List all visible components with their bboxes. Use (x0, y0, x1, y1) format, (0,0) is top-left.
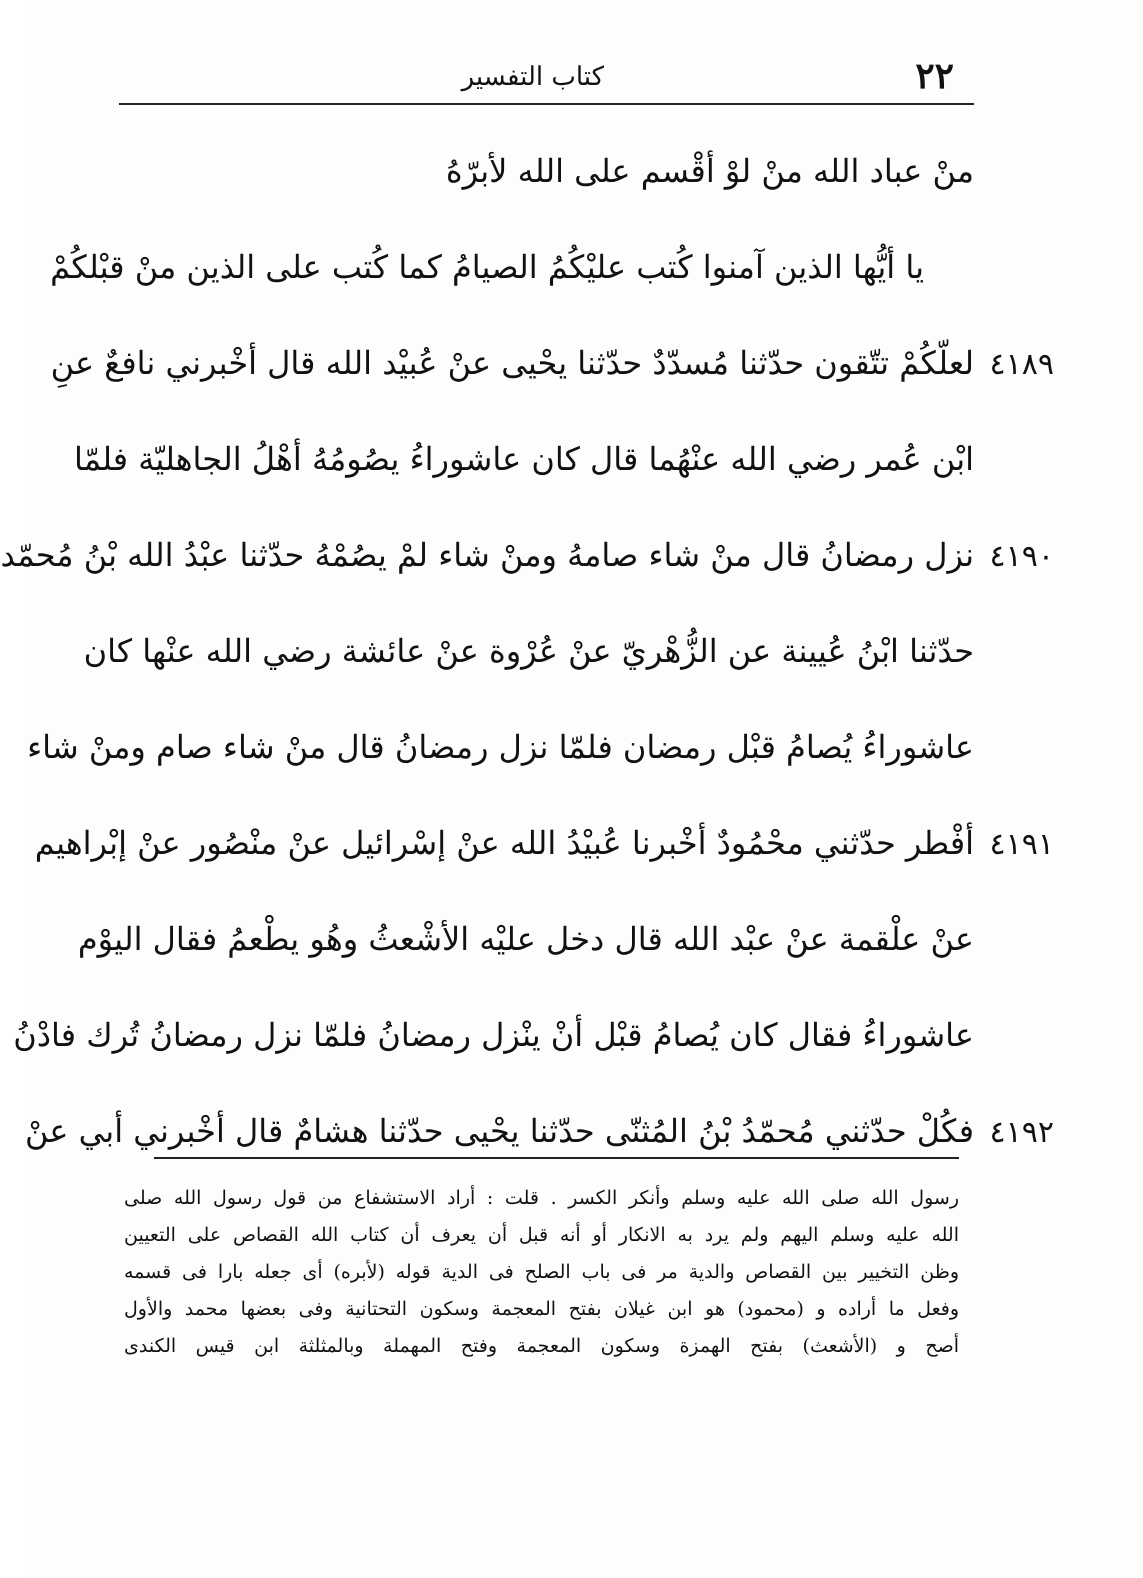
text-line (83, 605, 974, 701)
main-text (0, 125, 1054, 1181)
header-divider (119, 103, 974, 105)
footnote-line: الله عليه وسلم اليهم ولم يرد به الانكار أو أنه قبل أن يعرف أن كتاب الله القصاص على التعيين (124, 1224, 959, 1246)
text-line (27, 701, 974, 797)
text-line (34, 797, 1054, 893)
running-title: كتاب التفسير (461, 62, 604, 92)
footnotes (124, 1180, 959, 1365)
text-line (119, 125, 974, 221)
text-line (13, 989, 974, 1085)
footnote-line: وفعل ما أراده و (محمود) هو ابن غيلان بفتح المعجمة وسكون التحتانية وفى بعضها محمد والأول (124, 1298, 959, 1320)
hadith-number: ٤١٩٠ (989, 539, 1054, 574)
footnote-line: وظن التخيير بين القصاص والدية مر فى باب الصلح فى الدية قوله (لأبره) أى جعله بارا فى قسمه (124, 1261, 959, 1283)
line-text: منْ عباد الله منْ لوْ أقْسم على الله لأبرّهُ (445, 152, 974, 190)
footnote-divider (154, 1157, 959, 1159)
hadith-number: ٤١٩٢ (989, 1115, 1054, 1150)
text-line (73, 413, 974, 509)
line-text: نزل رمضانُ قال منْ شاء صامهُ ومنْ شاء لمْ يصُمْهُ حدّثنا عبْدُ الله بْنُ مُحمّد (0, 536, 974, 574)
text-line (0, 509, 1054, 605)
line-text: عنْ علْقمة عنْ عبْد الله قال دخل عليْه الأشْعثُ وهُو يطْعمُ فقال اليوْم (77, 920, 974, 958)
footnote-line: رسول الله صلى الله عليه وسلم وأنكر الكسر . قلت : أراد الاستشفاع من قول رسول الله صلى (124, 1187, 959, 1209)
text-line (77, 893, 974, 989)
line-text: فكُلْ حدّثني مُحمّدُ بْنُ المُثنّى حدّثنا يحْيى حدّثنا هشامٌ قال أخْبرني أبي عنْ (25, 1112, 974, 1150)
text-line (25, 1085, 1054, 1181)
line-text: عاشوراءُ يُصامُ قبْل رمضان فلمّا نزل رمضانُ قال منْ شاء صام ومنْ شاء (27, 728, 974, 766)
text-line (50, 317, 1054, 413)
line-text: ابْن عُمر رضي الله عنْهُما قال كان عاشوراءُ يصُومُهُ أهْلُ الجاهليّة فلمّا (73, 440, 974, 478)
running-header (119, 52, 974, 102)
text-line (50, 221, 974, 317)
line-text: أفْطر حدّثني محْمُودٌ أخْبرنا عُبيْدُ الله عنْ إسْرائيل عنْ منْصُور عنْ إبْراهيم (34, 824, 974, 862)
hadith-number: ٤١٨٩ (989, 347, 1054, 382)
line-text: حدّثنا ابْنُ عُيينة عن الزُّهْريّ عنْ عُرْوة عنْ عائشة رضي الله عنْها كان (83, 632, 974, 670)
hadith-number: ٤١٩١ (989, 827, 1054, 862)
line-text: لعلّكُمْ تتّقون حدّثنا مُسدّدٌ حدّثنا يحْيى عنْ عُبيْد الله قال أخْبرني نافعٌ عنِ (50, 344, 974, 382)
line-text: يا أيُّها الذين آمنوا كُتب عليْكُمُ الصيامُ كما كُتب على الذين منْ قبْلكُمْ (50, 248, 924, 286)
page-number: ٢٢ (915, 55, 954, 97)
line-text: عاشوراءُ فقال كان يُصامُ قبْل أنْ ينْزل رمضانُ فلمّا نزل رمضانُ تُرك فادْنُ (13, 1016, 974, 1054)
footnote-line: أصح و (الأشعث) بفتح الهمزة وسكون المعجمة وفتح المهملة وبالمثلثة ابن قيس الكندى (124, 1335, 959, 1357)
